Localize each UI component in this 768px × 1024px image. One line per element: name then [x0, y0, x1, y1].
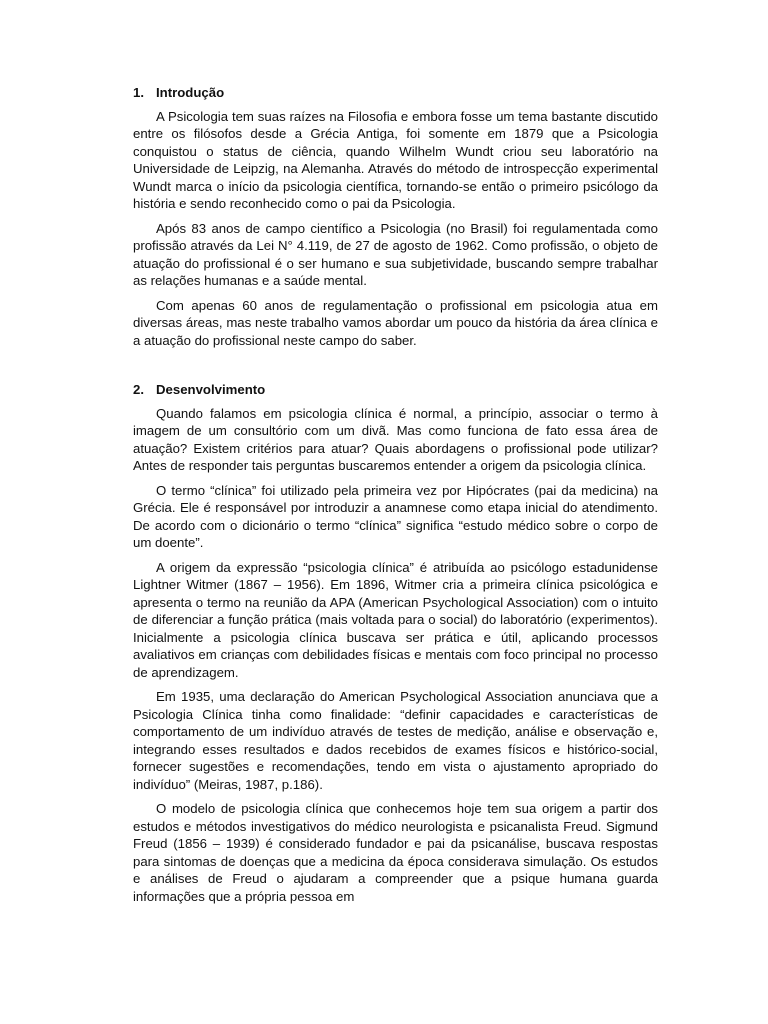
section-title: Introdução: [156, 85, 225, 100]
section-number: 1.: [133, 85, 144, 100]
paragraph: Após 83 anos de campo científico a Psicologia (no Brasil) foi regulamentada como profissão através da Lei N° 4.119, de 27 de agosto de 1962. Como profissão, o objeto de atuação do profissional é o ser humano e sua subjetividade, buscando sempre trabalhar as relações humanas e a saúde mental.: [133, 220, 658, 288]
paragraph: A origem da expressão “psicologia clínica” é atribuída ao psicólogo estadunidense Lightner Witmer (1867 – 1956). Em 1896, Witmer cria a primeira clínica psicológica e apresenta o termo na reunião da APA (American Psychological Association) com o intuito de diferenciar a função prática (mais voltada para o social) do laboratório (experimentos). Inicialmente a psicologia clínica buscava ser prática e útil, aplicando processos avaliativos em crianças com debilidades físicas e mentais com foco principal no processo de aprendizagem.: [133, 559, 658, 680]
section-spacer: [133, 356, 658, 381]
document-page: [133, 84, 658, 912]
paragraph: Em 1935, uma declaração do American Psychological Association anunciava que a Psicologia Clínica tinha como finalidade: “definir capacidades e características de comportamento de um indivíduo através de testes de medição, análise e observação e, integrando esses resultados e dados recebidos de exames físicos e histórico-social, fornecer sugestões e recomendações, tendo em vista o ajustamento apropriado do indivíduo” (Meiras, 1987, p.186).: [133, 689, 658, 792]
paragraph: Com apenas 60 anos de regulamentação o profissional em psicologia atua em diversas áreas, mas neste trabalho vamos abordar um pouco da história da área clínica e a atuação do profissional neste campo do saber.: [133, 297, 658, 348]
paragraph: O modelo de psicologia clínica que conhecemos hoje tem sua origem a partir dos estudos e métodos investigativos do médico neurologista e psicanalista Freud. Sigmund Freud (1856 – 1939) é considerado fundador e pai da psicanálise, buscava respostas para sintomas de doenças que a medicina da época considerava simulação. Os estudos e análises de Freud o ajudaram a compreender que a psique humana guarda informações que a própria pessoa em: [133, 801, 658, 904]
section-title: Desenvolvimento: [156, 382, 266, 397]
section-heading-introducao: [133, 84, 658, 102]
paragraph: O termo “clínica” foi utilizado pela primeira vez por Hipócrates (pai da medicina) na Grécia. Ele é responsável por introduzir a anamnese como etapa inicial do atendimento. De acordo com o dicionário o termo “clínica” significa “estudo médico sobre o corpo de um doente”.: [133, 482, 658, 550]
paragraph: Quando falamos em psicologia clínica é normal, a princípio, associar o termo à imagem de um consultório com um divã. Mas como funciona de fato essa área de atuação? Existem critérios para atuar? Quais abordagens o profissional pode utilizar? Antes de responder tais perguntas buscaremos entender a origem da psicologia clínica.: [133, 405, 658, 473]
paragraph: A Psicologia tem suas raízes na Filosofia e embora fosse um tema bastante discutido entre os filósofos desde a Grécia Antiga, foi somente em 1879 que a Psicologia conquistou o status de ciência, quando Wilhelm Wundt criou seu laboratório na Universidade de Leipzig, na Alemanha. Através do método de introspecção experimental Wundt marca o início da psicologia científica, tornando-se então o primeiro psicólogo da história e sendo reconhecido como o pai da Psicologia.: [133, 108, 658, 211]
section-number: 2.: [133, 382, 144, 397]
section-heading-desenvolvimento: [133, 381, 658, 399]
